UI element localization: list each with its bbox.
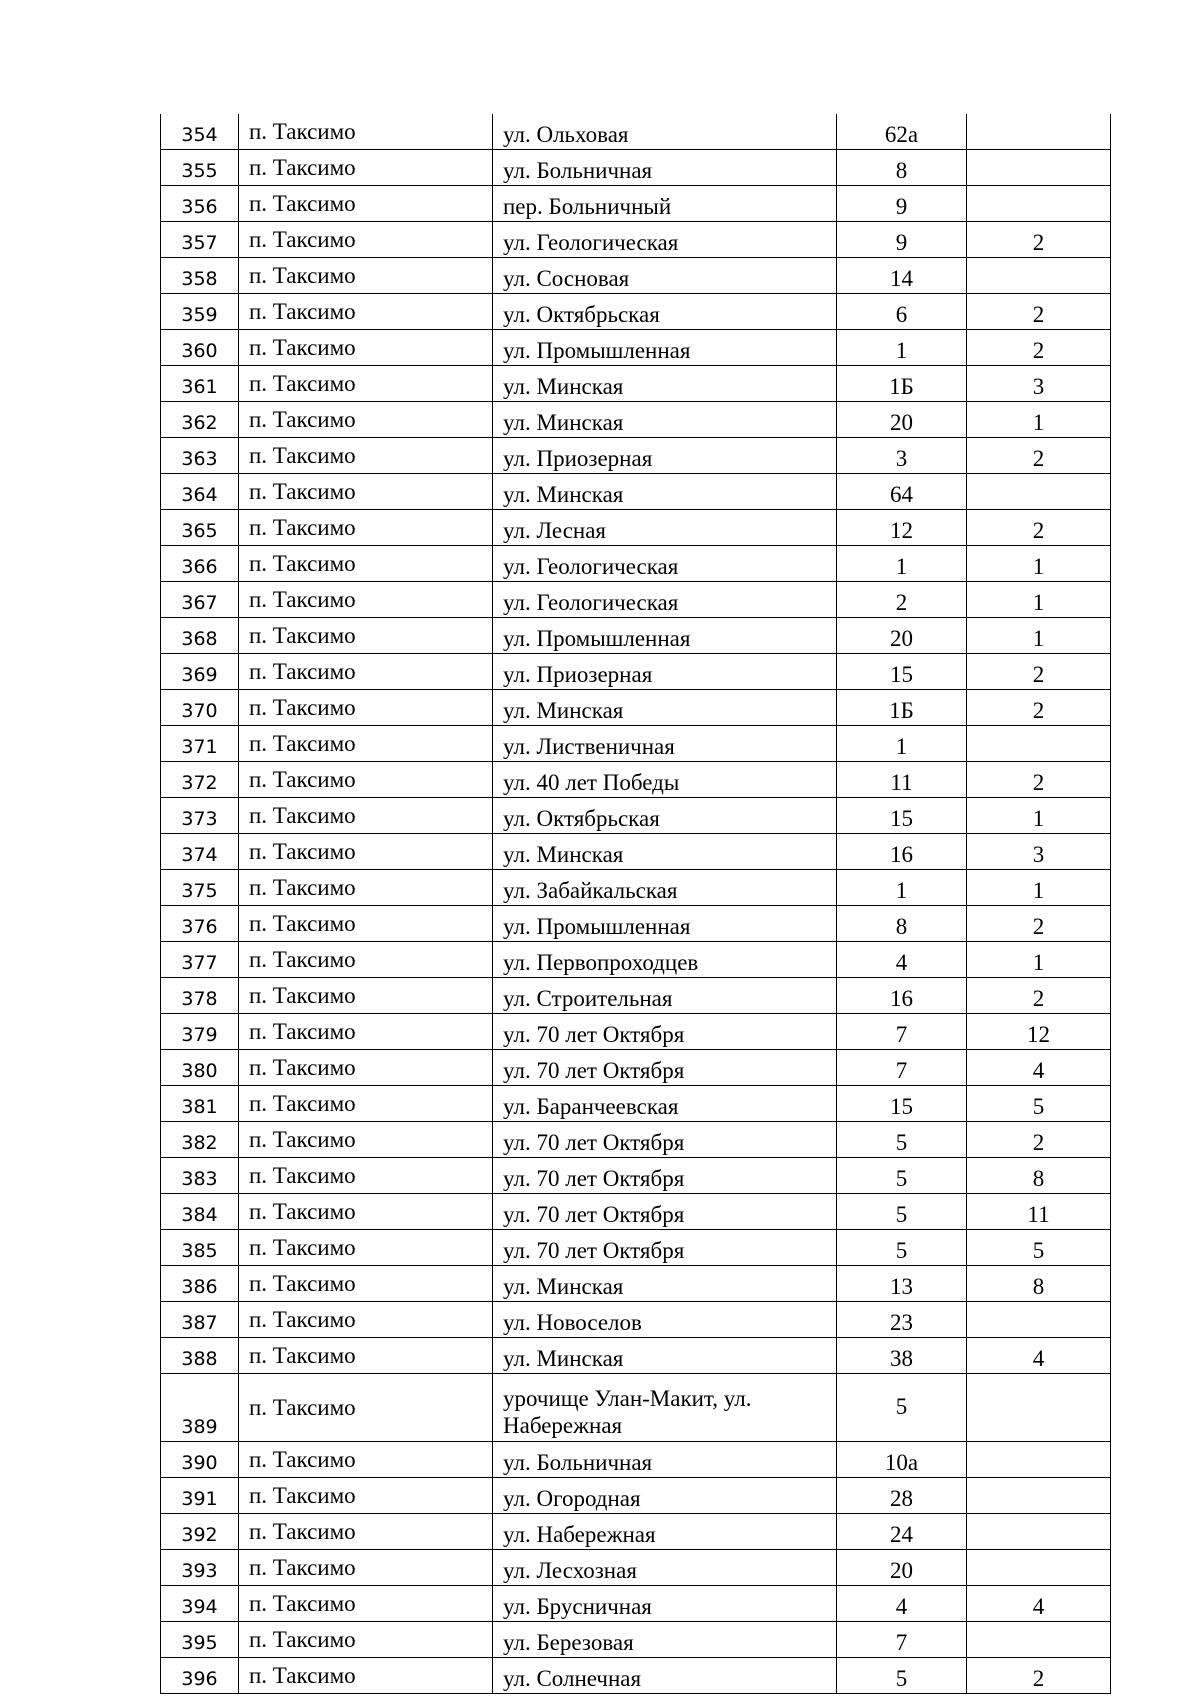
row-number-cell: 358 (161, 258, 239, 294)
locality-cell: п. Таксимо (239, 1050, 493, 1086)
street-cell: ул. Промышленная (493, 618, 837, 654)
street-cell: ул. Приозерная (493, 654, 837, 690)
locality-cell: п. Таксимо (239, 546, 493, 582)
street-cell: ул. Лесная (493, 510, 837, 546)
street-cell: ул. 40 лет Победы (493, 762, 837, 798)
house-number-cell: 8 (837, 150, 967, 186)
apartment-number-cell: 12 (967, 1014, 1111, 1050)
locality-cell: п. Таксимо (239, 1374, 493, 1442)
row-number-cell: 375 (161, 870, 239, 906)
row-number-cell: 387 (161, 1302, 239, 1338)
apartment-number-cell: 5 (967, 1086, 1111, 1122)
street-cell: ул. Октябрьская (493, 294, 837, 330)
row-number-cell: 365 (161, 510, 239, 546)
apartment-number-cell: 2 (967, 690, 1111, 726)
apartment-number-cell: 2 (967, 294, 1111, 330)
table-row (161, 618, 1111, 654)
apartment-number-cell: 2 (967, 438, 1111, 474)
table-row (161, 510, 1111, 546)
street-cell: ул. Приозерная (493, 438, 837, 474)
locality-cell: п. Таксимо (239, 798, 493, 834)
locality-cell: п. Таксимо (239, 1442, 493, 1478)
house-number-cell: 7 (837, 1014, 967, 1050)
row-number-cell: 367 (161, 582, 239, 618)
apartment-number-cell: 2 (967, 510, 1111, 546)
house-number-cell: 16 (837, 834, 967, 870)
street-cell: ул. Промышленная (493, 330, 837, 366)
locality-cell: п. Таксимо (239, 402, 493, 438)
table-row (161, 1550, 1111, 1586)
row-number-cell: 392 (161, 1514, 239, 1550)
table-row (161, 1230, 1111, 1266)
locality-cell: п. Таксимо (239, 510, 493, 546)
row-number-cell: 391 (161, 1478, 239, 1514)
apartment-number-cell: 3 (967, 366, 1111, 402)
house-number-cell: 16 (837, 978, 967, 1014)
street-cell: ул. Солнечная (493, 1658, 837, 1694)
apartment-number-cell (967, 1302, 1111, 1338)
locality-cell: п. Таксимо (239, 1086, 493, 1122)
street-cell: ул. Строительная (493, 978, 837, 1014)
street-cell: ул. Октябрьская (493, 798, 837, 834)
table-row (161, 1442, 1111, 1478)
table-row (161, 1194, 1111, 1230)
apartment-number-cell: 2 (967, 1122, 1111, 1158)
row-number-cell: 360 (161, 330, 239, 366)
row-number-cell: 364 (161, 474, 239, 510)
house-number-cell: 23 (837, 1302, 967, 1338)
apartment-number-cell: 4 (967, 1586, 1111, 1622)
locality-cell: п. Таксимо (239, 1478, 493, 1514)
house-number-cell: 7 (837, 1622, 967, 1658)
locality-cell: п. Таксимо (239, 582, 493, 618)
house-number-cell: 3 (837, 438, 967, 474)
locality-cell: п. Таксимо (239, 258, 493, 294)
locality-cell: п. Таксимо (239, 474, 493, 510)
locality-cell: п. Таксимо (239, 1338, 493, 1374)
street-cell: урочище Улан-Макит, ул. Набережная (493, 1374, 837, 1442)
table-row (161, 1338, 1111, 1374)
house-number-cell: 6 (837, 294, 967, 330)
apartment-number-cell: 2 (967, 906, 1111, 942)
house-number-cell: 1Б (837, 366, 967, 402)
house-number-cell: 5 (837, 1374, 967, 1442)
row-number-cell: 366 (161, 546, 239, 582)
table-row (161, 1302, 1111, 1338)
house-number-cell: 12 (837, 510, 967, 546)
street-cell: ул. Больничная (493, 150, 837, 186)
apartment-number-cell: 11 (967, 1194, 1111, 1230)
address-table (160, 114, 1111, 1694)
address-table-body (161, 114, 1111, 1694)
table-row (161, 1514, 1111, 1550)
street-cell: ул. 70 лет Октября (493, 1014, 837, 1050)
street-cell: ул. Забайкальская (493, 870, 837, 906)
house-number-cell: 20 (837, 618, 967, 654)
house-number-cell: 62а (837, 114, 967, 150)
locality-cell: п. Таксимо (239, 222, 493, 258)
locality-cell: п. Таксимо (239, 1586, 493, 1622)
table-row (161, 1622, 1111, 1658)
table-row (161, 1658, 1111, 1694)
locality-cell: п. Таксимо (239, 618, 493, 654)
locality-cell: п. Таксимо (239, 150, 493, 186)
apartment-number-cell: 4 (967, 1050, 1111, 1086)
table-row (161, 222, 1111, 258)
house-number-cell: 11 (837, 762, 967, 798)
house-number-cell: 2 (837, 582, 967, 618)
locality-cell: п. Таксимо (239, 438, 493, 474)
table-row (161, 654, 1111, 690)
street-cell: ул. Больничная (493, 1442, 837, 1478)
house-number-cell: 5 (837, 1658, 967, 1694)
house-number-cell: 5 (837, 1122, 967, 1158)
row-number-cell: 361 (161, 366, 239, 402)
row-number-cell: 380 (161, 1050, 239, 1086)
apartment-number-cell (967, 474, 1111, 510)
apartment-number-cell: 2 (967, 654, 1111, 690)
row-number-cell: 357 (161, 222, 239, 258)
apartment-number-cell: 1 (967, 798, 1111, 834)
row-number-cell: 381 (161, 1086, 239, 1122)
row-number-cell: 377 (161, 942, 239, 978)
locality-cell: п. Таксимо (239, 690, 493, 726)
locality-cell: п. Таксимо (239, 1658, 493, 1694)
house-number-cell: 10а (837, 1442, 967, 1478)
table-row (161, 582, 1111, 618)
table-row (161, 186, 1111, 222)
locality-cell: п. Таксимо (239, 1302, 493, 1338)
table-row (161, 294, 1111, 330)
street-cell: ул. Баранчеевская (493, 1086, 837, 1122)
locality-cell: п. Таксимо (239, 1550, 493, 1586)
house-number-cell: 38 (837, 1338, 967, 1374)
row-number-cell: 374 (161, 834, 239, 870)
street-cell: ул. Минская (493, 834, 837, 870)
street-cell: ул. 70 лет Октября (493, 1122, 837, 1158)
row-number-cell: 356 (161, 186, 239, 222)
table-row (161, 978, 1111, 1014)
street-cell: ул. 70 лет Октября (493, 1194, 837, 1230)
row-number-cell: 370 (161, 690, 239, 726)
row-number-cell: 363 (161, 438, 239, 474)
house-number-cell: 15 (837, 798, 967, 834)
locality-cell: п. Таксимо (239, 1514, 493, 1550)
table-row (161, 150, 1111, 186)
street-cell: ул. Геологическая (493, 222, 837, 258)
row-number-cell: 390 (161, 1442, 239, 1478)
house-number-cell: 9 (837, 186, 967, 222)
table-row (161, 1050, 1111, 1086)
locality-cell: п. Таксимо (239, 1122, 493, 1158)
table-row (161, 1086, 1111, 1122)
house-number-cell: 5 (837, 1158, 967, 1194)
house-number-cell: 13 (837, 1266, 967, 1302)
locality-cell: п. Таксимо (239, 366, 493, 402)
table-row (161, 1374, 1111, 1442)
apartment-number-cell: 5 (967, 1230, 1111, 1266)
table-row (161, 402, 1111, 438)
apartment-number-cell: 8 (967, 1158, 1111, 1194)
street-cell: ул. Брусничная (493, 1586, 837, 1622)
apartment-number-cell: 2 (967, 330, 1111, 366)
street-cell: ул. Минская (493, 1338, 837, 1374)
house-number-cell: 15 (837, 1086, 967, 1122)
apartment-number-cell (967, 1374, 1111, 1442)
row-number-cell: 388 (161, 1338, 239, 1374)
table-row (161, 798, 1111, 834)
house-number-cell: 1 (837, 330, 967, 366)
apartment-number-cell (967, 258, 1111, 294)
locality-cell: п. Таксимо (239, 1230, 493, 1266)
table-row (161, 1158, 1111, 1194)
locality-cell: п. Таксимо (239, 114, 493, 150)
row-number-cell: 394 (161, 1586, 239, 1622)
row-number-cell: 395 (161, 1622, 239, 1658)
street-cell: ул. Огородная (493, 1478, 837, 1514)
house-number-cell: 4 (837, 1586, 967, 1622)
street-cell: ул. Геологическая (493, 582, 837, 618)
apartment-number-cell (967, 1514, 1111, 1550)
table-row (161, 1122, 1111, 1158)
street-cell: ул. Сосновая (493, 258, 837, 294)
row-number-cell: 368 (161, 618, 239, 654)
row-number-cell: 389 (161, 1374, 239, 1442)
house-number-cell: 20 (837, 1550, 967, 1586)
row-number-cell: 359 (161, 294, 239, 330)
table-row (161, 474, 1111, 510)
table-row (161, 870, 1111, 906)
house-number-cell: 1 (837, 546, 967, 582)
apartment-number-cell (967, 1550, 1111, 1586)
house-number-cell: 5 (837, 1194, 967, 1230)
locality-cell: п. Таксимо (239, 906, 493, 942)
street-cell: ул. Первопроходцев (493, 942, 837, 978)
locality-cell: п. Таксимо (239, 186, 493, 222)
street-cell: ул. Геологическая (493, 546, 837, 582)
street-cell: пер. Больничный (493, 186, 837, 222)
street-cell: ул. 70 лет Октября (493, 1158, 837, 1194)
house-number-cell: 9 (837, 222, 967, 258)
apartment-number-cell: 4 (967, 1338, 1111, 1374)
table-row (161, 258, 1111, 294)
house-number-cell: 1 (837, 870, 967, 906)
locality-cell: п. Таксимо (239, 330, 493, 366)
house-number-cell: 1Б (837, 690, 967, 726)
house-number-cell: 4 (837, 942, 967, 978)
house-number-cell: 8 (837, 906, 967, 942)
row-number-cell: 369 (161, 654, 239, 690)
row-number-cell: 355 (161, 150, 239, 186)
row-number-cell: 378 (161, 978, 239, 1014)
house-number-cell: 15 (837, 654, 967, 690)
row-number-cell: 373 (161, 798, 239, 834)
street-cell: ул. Набережная (493, 1514, 837, 1550)
locality-cell: п. Таксимо (239, 762, 493, 798)
apartment-number-cell: 1 (967, 582, 1111, 618)
row-number-cell: 376 (161, 906, 239, 942)
row-number-cell: 385 (161, 1230, 239, 1266)
street-cell: ул. Минская (493, 1266, 837, 1302)
table-row (161, 1266, 1111, 1302)
apartment-number-cell: 1 (967, 618, 1111, 654)
apartment-number-cell: 1 (967, 402, 1111, 438)
street-cell: ул. Минская (493, 402, 837, 438)
apartment-number-cell (967, 1442, 1111, 1478)
house-number-cell: 24 (837, 1514, 967, 1550)
row-number-cell: 379 (161, 1014, 239, 1050)
row-number-cell: 372 (161, 762, 239, 798)
apartment-number-cell (967, 726, 1111, 762)
house-number-cell: 14 (837, 258, 967, 294)
locality-cell: п. Таксимо (239, 942, 493, 978)
locality-cell: п. Таксимо (239, 294, 493, 330)
house-number-cell: 5 (837, 1230, 967, 1266)
house-number-cell: 20 (837, 402, 967, 438)
table-row (161, 546, 1111, 582)
locality-cell: п. Таксимо (239, 654, 493, 690)
row-number-cell: 384 (161, 1194, 239, 1230)
apartment-number-cell: 8 (967, 1266, 1111, 1302)
table-row (161, 330, 1111, 366)
apartment-number-cell: 1 (967, 942, 1111, 978)
street-cell: ул. Промышленная (493, 906, 837, 942)
table-row (161, 690, 1111, 726)
locality-cell: п. Таксимо (239, 870, 493, 906)
street-cell: ул. 70 лет Октября (493, 1230, 837, 1266)
locality-cell: п. Таксимо (239, 1622, 493, 1658)
row-number-cell: 393 (161, 1550, 239, 1586)
street-cell: ул. Минская (493, 474, 837, 510)
locality-cell: п. Таксимо (239, 1158, 493, 1194)
street-cell: ул. Новоселов (493, 1302, 837, 1338)
table-row (161, 438, 1111, 474)
table-row (161, 762, 1111, 798)
row-number-cell: 362 (161, 402, 239, 438)
apartment-number-cell: 1 (967, 546, 1111, 582)
house-number-cell: 28 (837, 1478, 967, 1514)
locality-cell: п. Таксимо (239, 834, 493, 870)
row-number-cell: 396 (161, 1658, 239, 1694)
apartment-number-cell (967, 1622, 1111, 1658)
apartment-number-cell: 3 (967, 834, 1111, 870)
street-cell: ул. Лесхозная (493, 1550, 837, 1586)
apartment-number-cell: 1 (967, 870, 1111, 906)
locality-cell: п. Таксимо (239, 726, 493, 762)
apartment-number-cell: 2 (967, 762, 1111, 798)
table-row (161, 942, 1111, 978)
locality-cell: п. Таксимо (239, 1266, 493, 1302)
house-number-cell: 64 (837, 474, 967, 510)
row-number-cell: 354 (161, 114, 239, 150)
apartment-number-cell: 2 (967, 222, 1111, 258)
row-number-cell: 382 (161, 1122, 239, 1158)
table-row (161, 834, 1111, 870)
locality-cell: п. Таксимо (239, 978, 493, 1014)
street-cell: ул. Минская (493, 690, 837, 726)
locality-cell: п. Таксимо (239, 1014, 493, 1050)
house-number-cell: 7 (837, 1050, 967, 1086)
row-number-cell: 386 (161, 1266, 239, 1302)
apartment-number-cell: 2 (967, 978, 1111, 1014)
street-cell: ул. Минская (493, 366, 837, 402)
row-number-cell: 383 (161, 1158, 239, 1194)
apartment-number-cell: 2 (967, 1658, 1111, 1694)
table-row (161, 1478, 1111, 1514)
table-row (161, 726, 1111, 762)
street-cell: ул. Ольховая (493, 114, 837, 150)
house-number-cell: 1 (837, 726, 967, 762)
apartment-number-cell (967, 150, 1111, 186)
street-cell: ул. Лиственичная (493, 726, 837, 762)
table-row (161, 1014, 1111, 1050)
table-row (161, 1586, 1111, 1622)
row-number-cell: 371 (161, 726, 239, 762)
apartment-number-cell (967, 1478, 1111, 1514)
locality-cell: п. Таксимо (239, 1194, 493, 1230)
table-row (161, 366, 1111, 402)
street-cell: ул. 70 лет Октября (493, 1050, 837, 1086)
table-row (161, 906, 1111, 942)
street-cell: ул. Березовая (493, 1622, 837, 1658)
apartment-number-cell (967, 186, 1111, 222)
apartment-number-cell (967, 114, 1111, 150)
table-row (161, 114, 1111, 150)
